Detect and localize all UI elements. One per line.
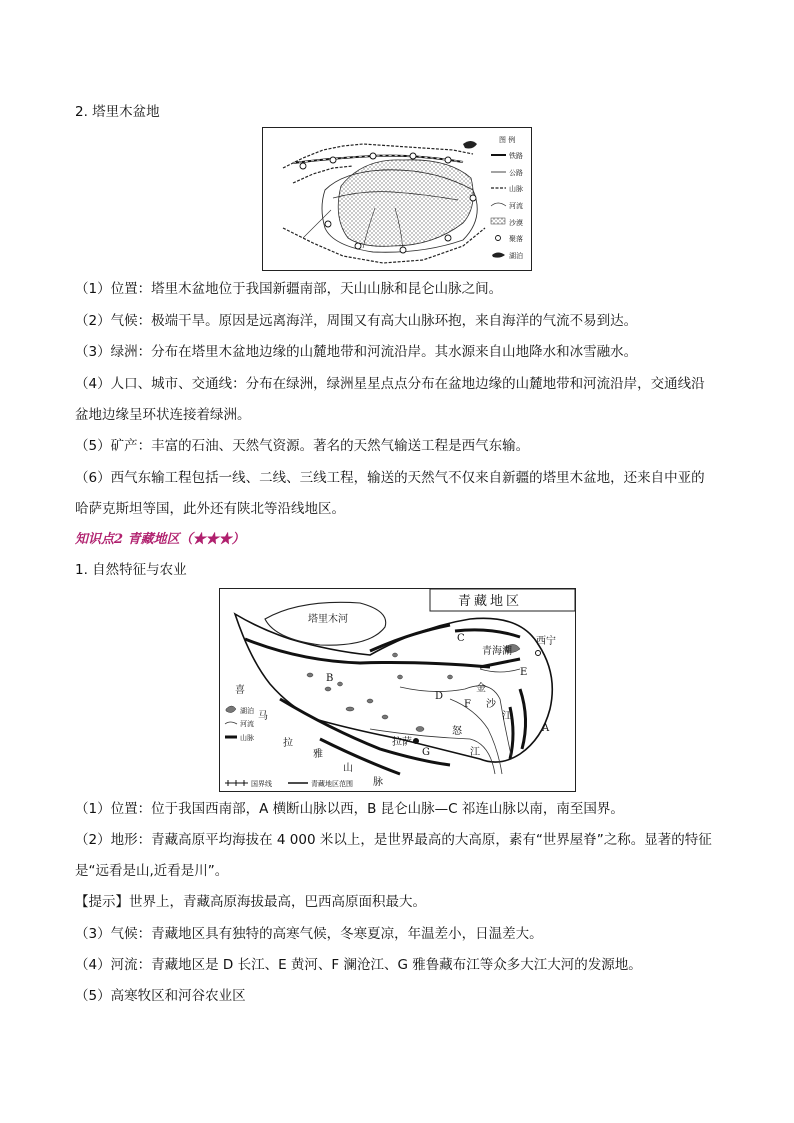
tarim-item-4-cont: 盆地边缘呈环状连接着绿洲。 xyxy=(75,407,251,423)
qinghai-tibet-map xyxy=(219,588,576,792)
lake-icons xyxy=(307,644,520,731)
legend-title: 图 例 xyxy=(499,136,516,144)
legend-lake: 湖泊 xyxy=(509,252,523,260)
label-sha: 沙 xyxy=(486,699,496,710)
tarim-item-4: （4）人口、城市、交通线：分布在绿洲，绿洲星星点点分布在盆地边缘的山麓地带和河流沿岸，交通线沿 xyxy=(75,376,705,392)
label-C: C xyxy=(457,633,465,644)
tibet-item-4: （4）河流：青藏地区是 D 长江、E 黄河、F 澜沧江、G 雅鲁藏布江等众多大江大河的发源地。 xyxy=(75,957,642,973)
label-nu-jiang: 江 xyxy=(470,747,480,758)
legend-settlement: 聚落 xyxy=(509,235,523,243)
section-title-tarim: 2. 塔里木盆地 xyxy=(75,104,160,120)
label-lhasa: 拉萨 xyxy=(392,737,412,748)
legend-river-label: 河流 xyxy=(240,720,254,728)
legend-desert: 沙漠 xyxy=(509,219,523,227)
label-G: G xyxy=(422,747,430,758)
lake-icon xyxy=(463,141,477,149)
tibet-item-2-cont: 是“远看是山,近看是川”。 xyxy=(75,863,229,879)
label-D: D xyxy=(435,691,444,702)
label-E: E xyxy=(520,667,528,678)
label-tarim-river: 塔里木河 xyxy=(308,614,348,625)
map-legend xyxy=(491,135,523,260)
tibet-item-2: （2）地形：青藏高原平均海拔在 4 000 米以上，是世界最高的大高原，素有“世界屋脊”之称。显著的特征 xyxy=(75,832,712,848)
label-F: F xyxy=(464,699,471,710)
tarim-item-6-cont: 哈萨克斯坦等国，此外还有陕北等沿线地区。 xyxy=(75,501,345,517)
tibet-hint: 【提示】世界上，青藏高原海拔最高，巴西高原面积最大。 xyxy=(75,894,426,910)
legend-railway: 铁路 xyxy=(509,152,523,160)
lhasa-dot xyxy=(413,738,419,744)
legend-river: 河流 xyxy=(509,202,523,210)
tibet-item-3: （3）气候：青藏地区具有独特的高寒气候，冬寒夏凉，年温差小，日温差大。 xyxy=(75,926,543,942)
label-A: A xyxy=(542,723,550,734)
legend-lake-label: 湖泊 xyxy=(240,707,254,715)
label-mai: 脉 xyxy=(373,777,383,788)
legend-mountain: 山脉 xyxy=(509,185,523,193)
tibet-item-5: （5）高寒牧区和河谷农业区 xyxy=(75,988,246,1004)
knowledge-point-heading: 知识点2 青藏地区（★★★） xyxy=(75,532,245,547)
legend-mountain-label: 山脉 xyxy=(240,734,254,742)
legend-region-label: 青藏地区范围 xyxy=(311,780,353,788)
tarim-basin-map xyxy=(262,127,532,271)
tarim-item-1: （1）位置：塔里木盆地位于我国新疆南部，天山山脉和昆仑山脉之间。 xyxy=(75,281,503,297)
tarim-item-2: （2）气候：极端干旱。原因是远离海洋，周围又有高大山脉环抱，来自海洋的气流不易到达。 xyxy=(75,313,638,329)
label-nu: 怒 xyxy=(452,726,462,737)
legend-road: 公路 xyxy=(509,169,523,177)
label-ya: 雅 xyxy=(313,749,323,760)
legend-border-label: 国界线 xyxy=(251,780,272,788)
label-jin: 金 xyxy=(476,683,486,694)
label-xi: 喜 xyxy=(235,685,245,696)
label-la: 拉 xyxy=(283,738,293,749)
tarim-item-6: （6）西气东输工程包括一线、二线、三线工程，输送的天然气不仅来自新疆的塔里木盆地，还来自中亚的 xyxy=(75,470,705,486)
tibet-item-1: （1）位置：位于我国西南部，A 横断山脉以西，B 昆仑山脉—C 祁连山脉以南，南至国界。 xyxy=(75,801,624,817)
map-title: 青藏地区 xyxy=(458,594,523,609)
label-shan: 山 xyxy=(343,763,353,774)
label-qinghai-lake: 青海湖 xyxy=(482,646,512,657)
xining-dot xyxy=(536,651,541,656)
label-B: B xyxy=(326,673,334,684)
rivers xyxy=(370,669,520,774)
subsection-title: 1. 自然特征与农业 xyxy=(75,562,187,578)
tarim-item-5: （5）矿产：丰富的石油、天然气资源。著名的天然气输送工程是西气东输。 xyxy=(75,438,530,454)
label-xining: 西宁 xyxy=(536,636,556,647)
label-jinsha-jiang: 江 xyxy=(502,711,512,722)
label-ma: 马 xyxy=(258,711,268,722)
tarim-item-3: （3）绿洲：分布在塔里木盆地边缘的山麓地带和河流沿岸。其水源来自山地降水和冰雪融水。 xyxy=(75,344,638,360)
